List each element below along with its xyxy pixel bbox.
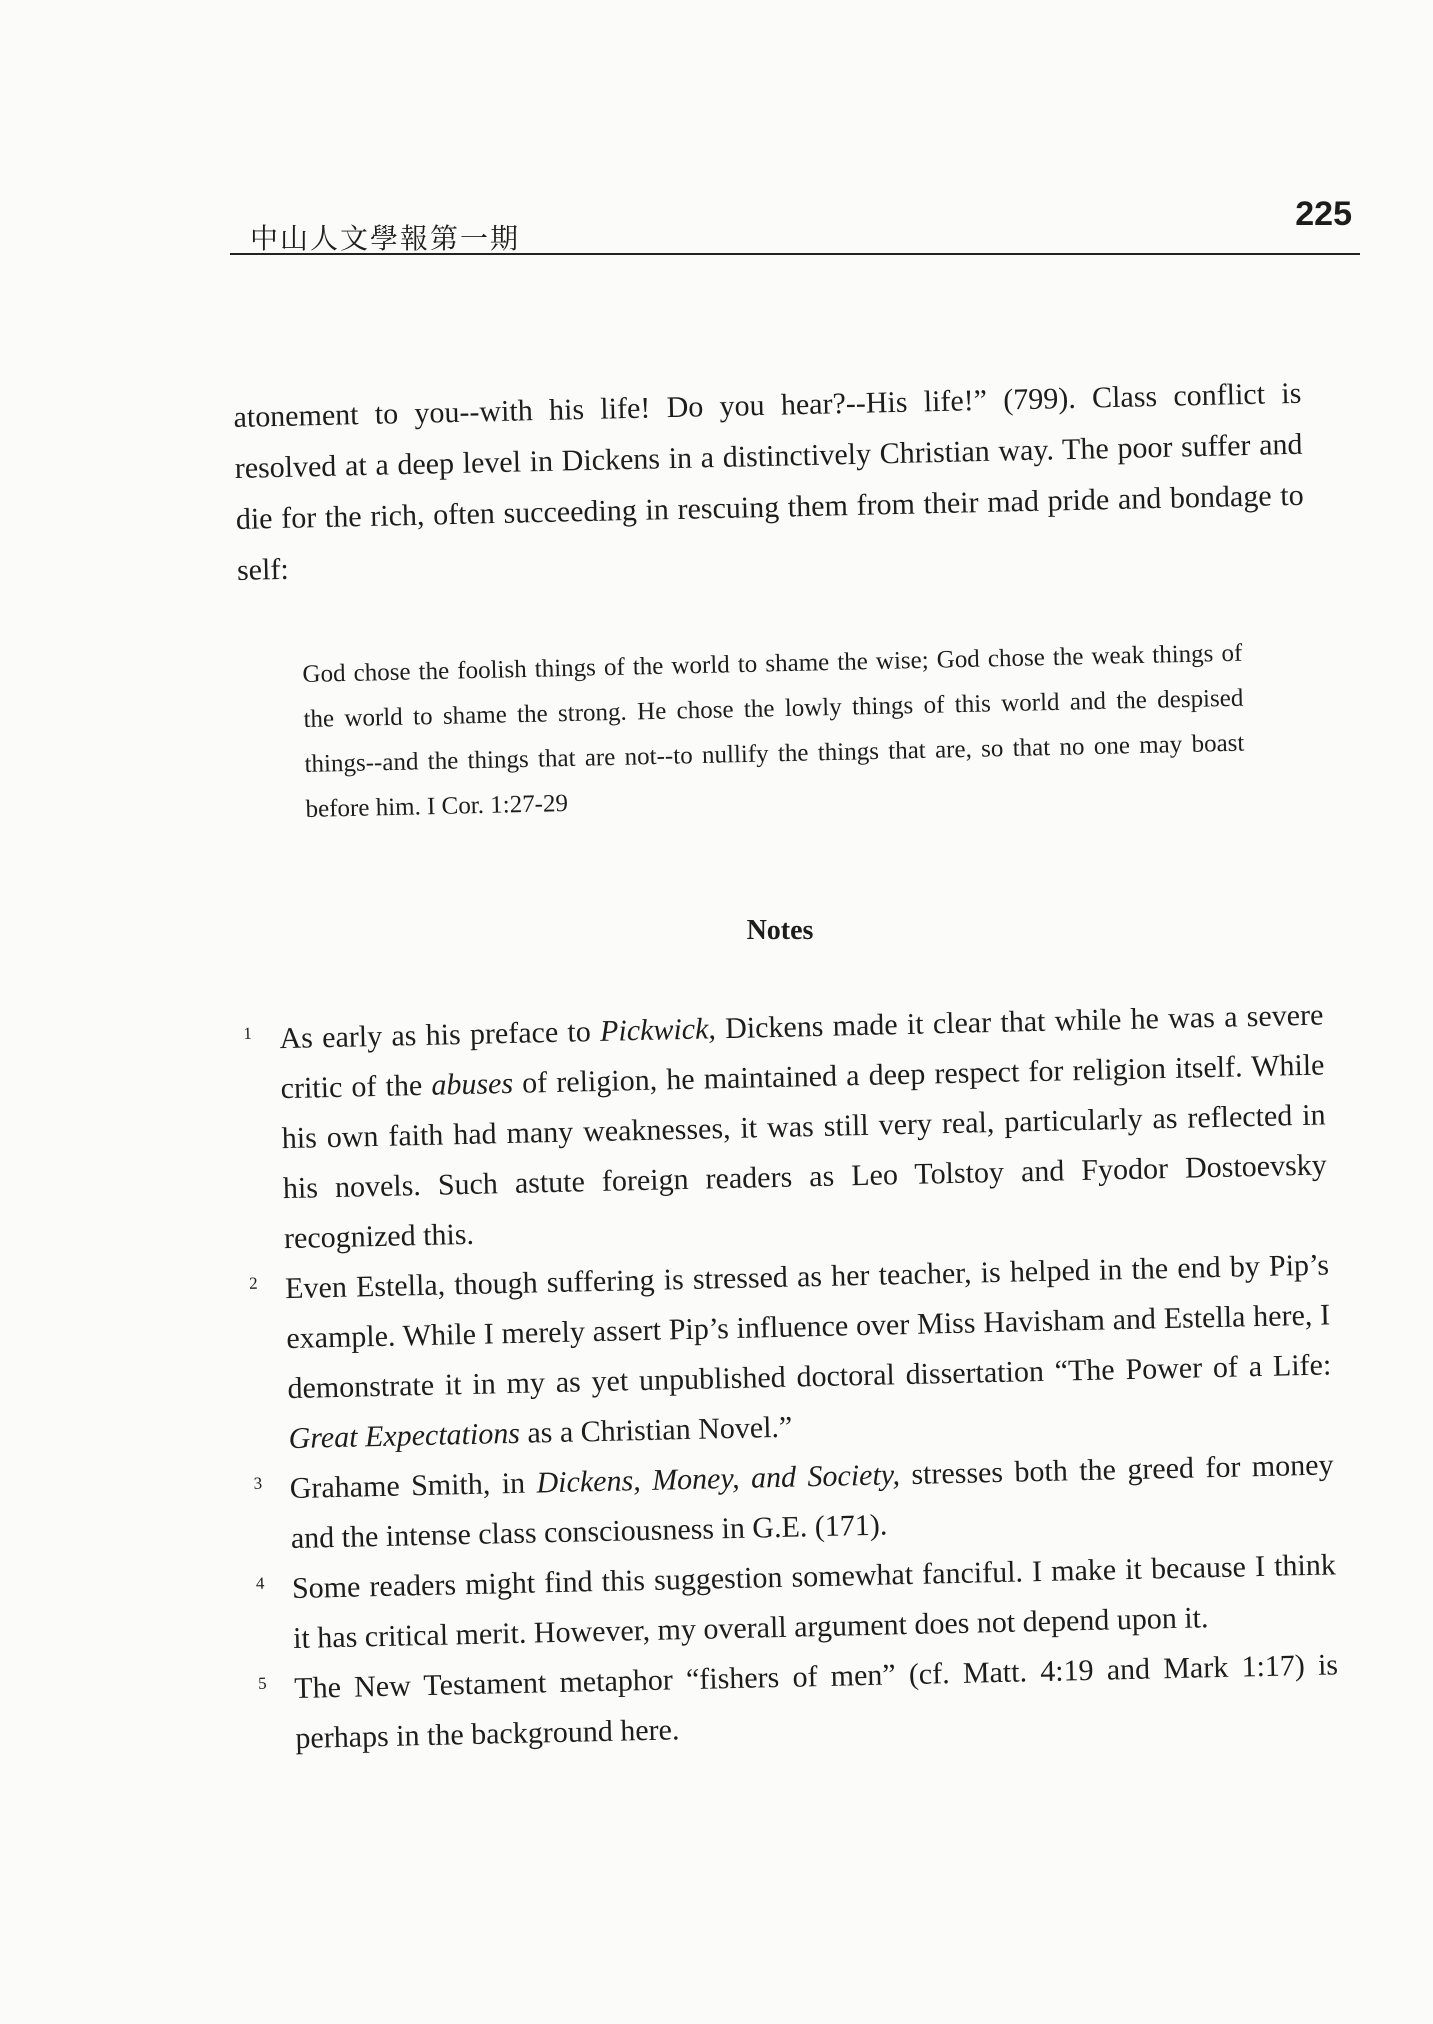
page-number: 225 xyxy=(1295,195,1352,233)
note-marker: 2 xyxy=(248,1273,258,1293)
block-quote: God chose the foolish things of the world to shame the wise; God chose the weak things of the world to shame the strong. He chose the lowly things of this world and the despised things--and the things that are not--to nullify the things that are, so that no one may boast before him. I Cor. 1:27-29 xyxy=(302,639,1245,823)
note-italic: Dickens, Money, and Society, xyxy=(536,1458,901,1500)
note-marker: 1 xyxy=(243,1023,253,1043)
header-rule xyxy=(230,253,1360,255)
note-text: Grahame Smith, in xyxy=(289,1466,537,1506)
note-text: As early as his preface to xyxy=(279,1014,601,1056)
note-text: Some readers might find this suggestion somewhat fanciful. I make it because I think it has critical merit. However, my overall argument does not depend upon it. xyxy=(291,1548,1337,1656)
note-1 xyxy=(243,990,1328,1264)
note-text: The New Testament metaphor “fishers of men” (cf. Matt. 4:19 and Mark 1:17) is perhaps in the background here. xyxy=(293,1648,1339,1755)
notes-heading: Notes xyxy=(746,915,814,946)
note-marker: 5 xyxy=(257,1673,267,1693)
note-italic: abuses xyxy=(431,1066,514,1102)
notes-list xyxy=(243,990,1340,1764)
note-text: of religion, he maintained a deep respect for religion itself. While his own faith had many weaknesses, it was still very real, particularly as reflected in his novels. Such astute foreign readers as Leo Tolstoy and Fyodor Dostoevsky recognized this. xyxy=(281,1048,1328,1256)
body-paragraph: atonement to you--with his life! Do you hear?--His life!” (799). Class conflict is resolved at a deep level in Dickens in a distinctively Christian way. The poor suffer and die for the rich, often succeeding in rescuing them from their mad pride and bondage to self: xyxy=(233,376,1304,587)
note-text: Even Estella, though suffering is stressed as her teacher, is helped in the end by Pip’s example. While I merely assert Pip’s influence over Miss Havisham and Estella here, I demonstrate it in my as yet unpublished doctoral dissertation “The Power of a Life: xyxy=(284,1248,1332,1406)
note-text: as a Christian Novel.” xyxy=(519,1410,793,1450)
note-text: Dickens made it clear that while he was a severe critic of the xyxy=(280,998,1324,1106)
note-italic: Great Expectations xyxy=(288,1416,521,1456)
note-2 xyxy=(249,1240,1333,1464)
note-italic: Pickwick, xyxy=(599,1012,717,1048)
note-marker: 4 xyxy=(255,1573,265,1593)
note-marker: 3 xyxy=(253,1473,263,1493)
journal-title: 中山人文學報第一期 xyxy=(250,222,521,255)
note-text: stresses both the greed for money and the intense class consciousness in G.E. (171). xyxy=(290,1448,1334,1556)
page-header xyxy=(230,195,1360,255)
